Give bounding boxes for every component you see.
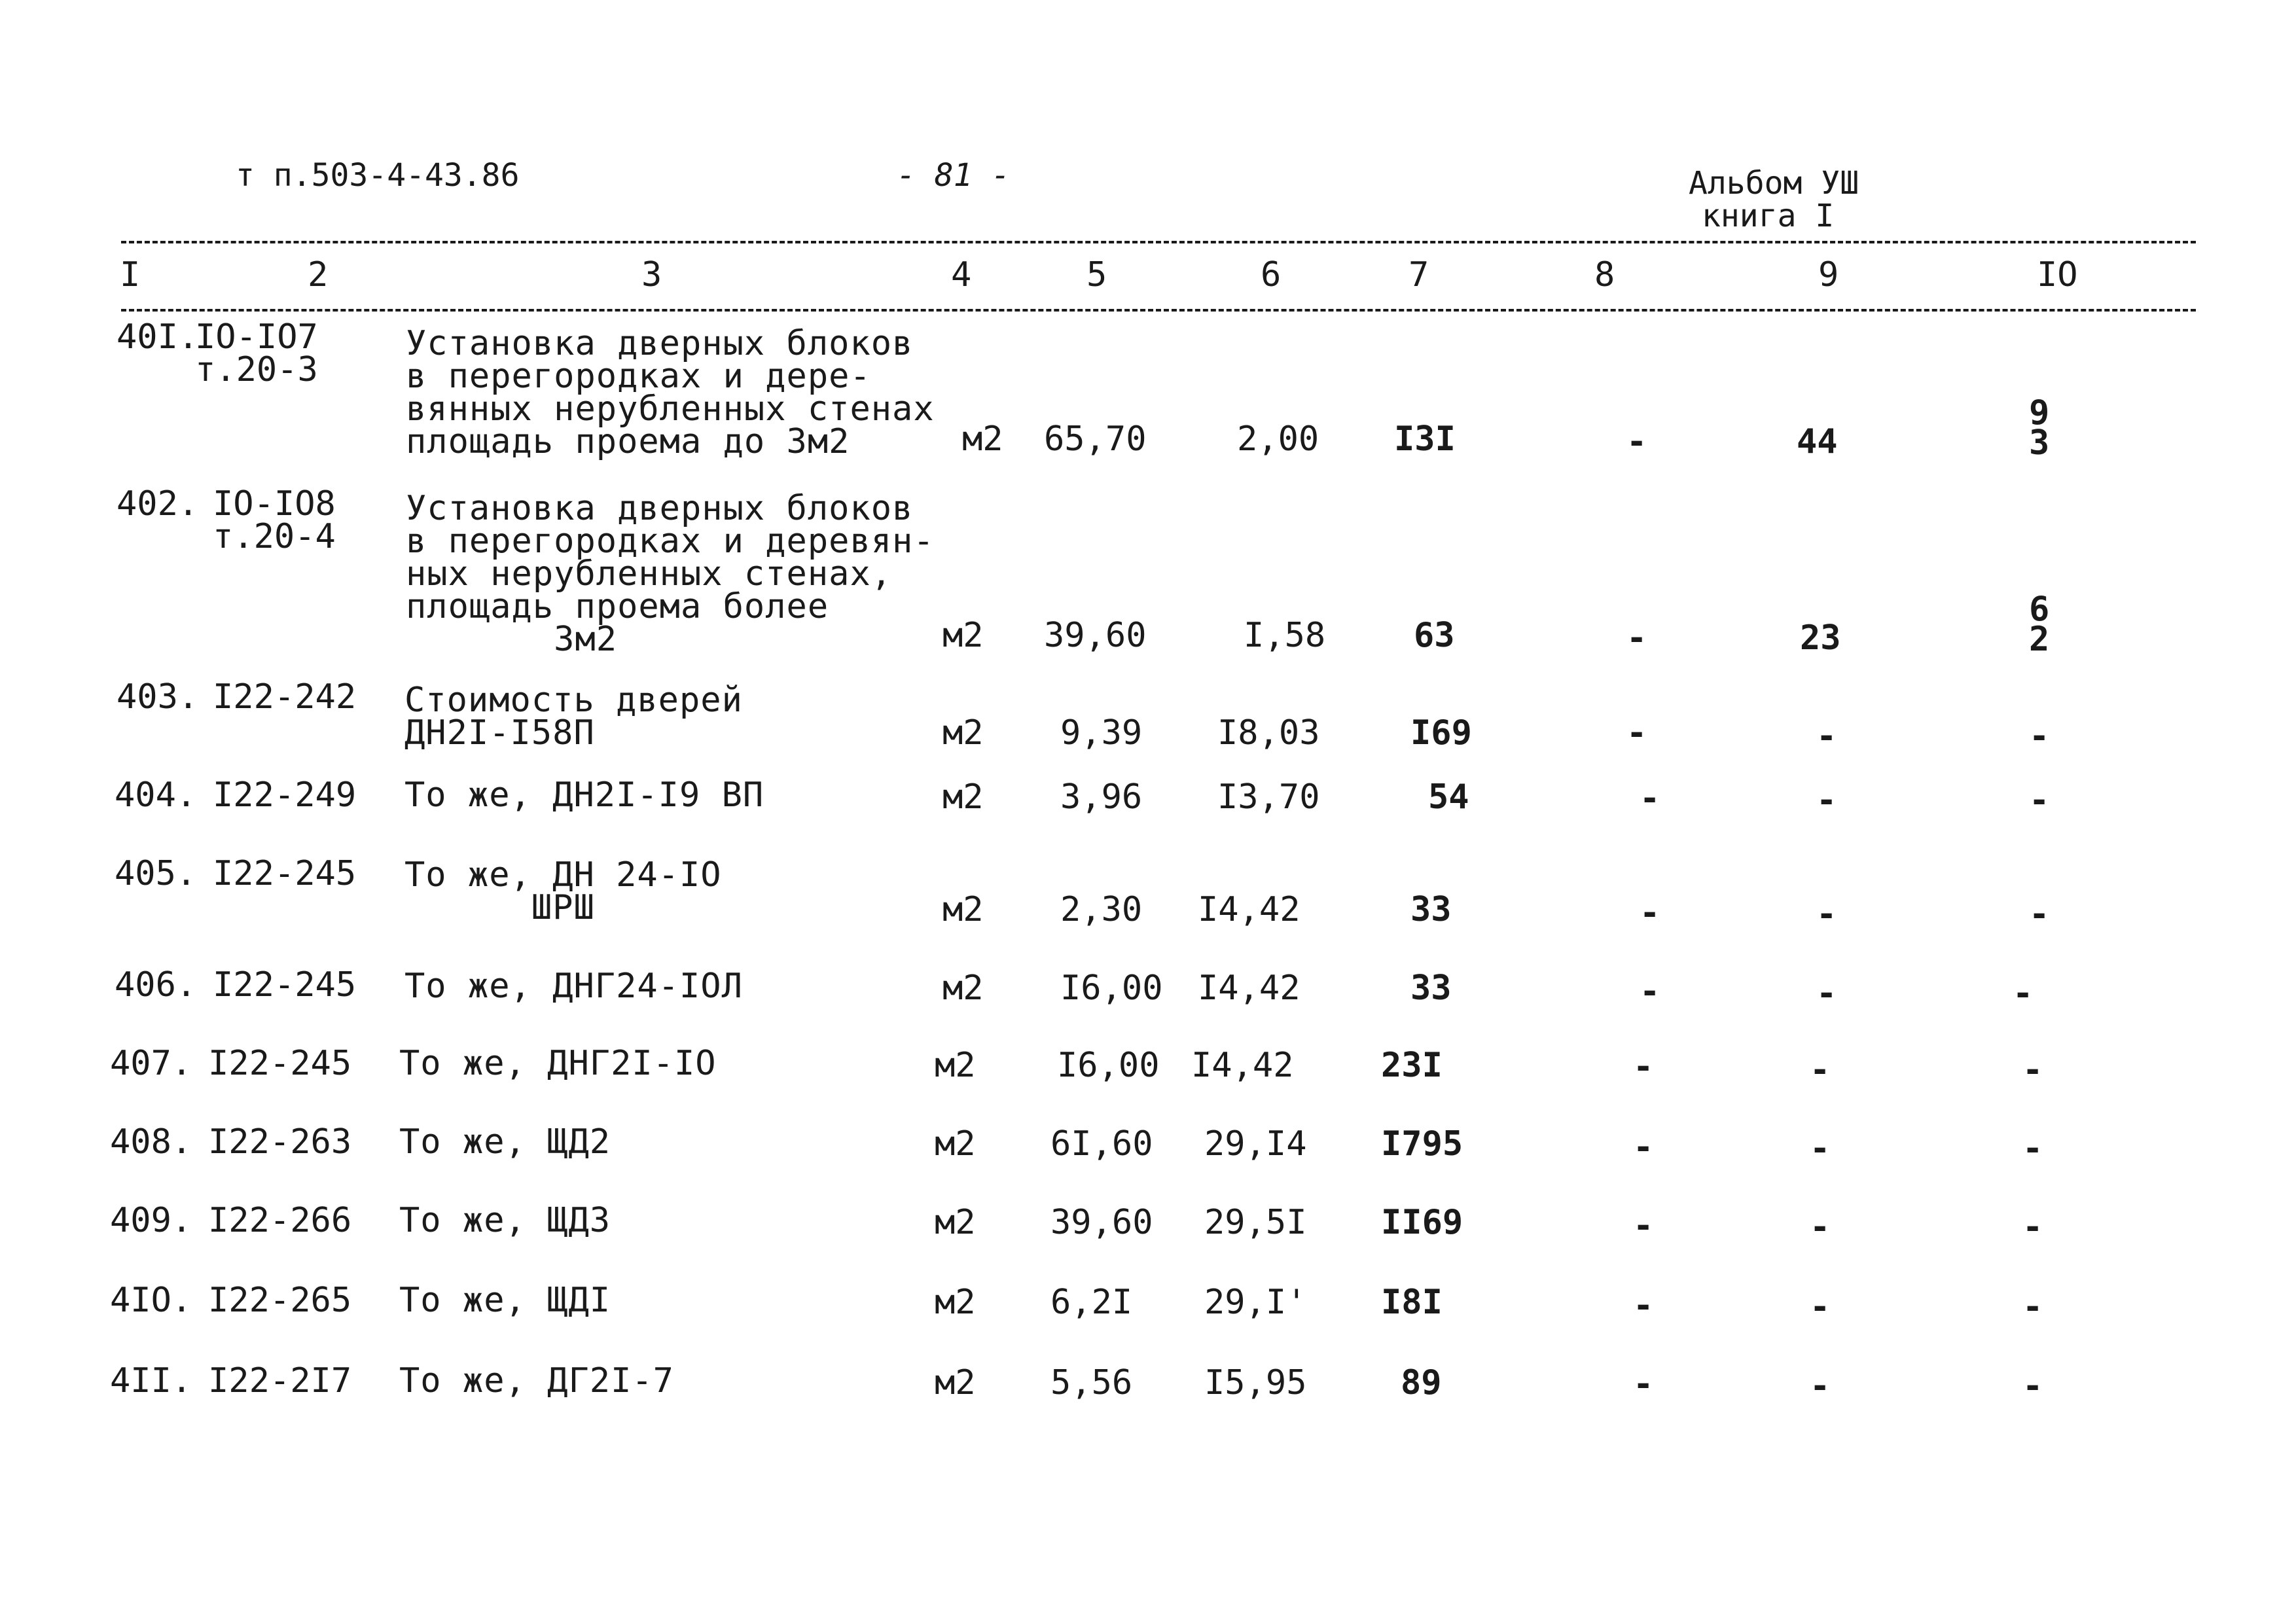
row-number: 406.: [115, 965, 197, 1005]
row-price: 2,00: [1237, 419, 1319, 459]
row-col9: -: [1810, 1050, 1831, 1090]
row-description: Установка дверных блоков в перегородках и деревян- ных нерубленных стенах, площадь проема более 3м2: [406, 489, 935, 659]
col-header-1: I: [120, 255, 141, 294]
row-price: I4,42: [1198, 969, 1300, 1008]
row-code: I22-263: [208, 1122, 352, 1162]
row-quantity: 65,70: [1044, 419, 1147, 459]
row-col9: -: [1810, 1366, 1831, 1406]
row-price: I4,42: [1198, 890, 1300, 929]
row-unit: м2: [962, 419, 1003, 459]
row-total: I69: [1410, 713, 1472, 753]
row-col8: -: [1626, 713, 1647, 753]
row-number: 403.: [117, 677, 199, 717]
row-col9: -: [1816, 895, 1837, 934]
row-number: 40I.: [117, 317, 199, 357]
row-price: 29,I': [1204, 1283, 1307, 1322]
row-number: 404.: [115, 776, 197, 815]
row-quantity: 9,39: [1060, 713, 1143, 753]
row-code: I22-249: [213, 776, 357, 815]
row-code-table: т.20-4: [213, 517, 336, 556]
row-price: I4,42: [1191, 1046, 1294, 1085]
row-col8: -: [1633, 1128, 1654, 1167]
row-code: I22-265: [208, 1281, 352, 1320]
row-unit: м2: [942, 890, 984, 929]
row-col8: -: [1640, 893, 1660, 933]
col-header-5: 5: [1086, 255, 1107, 294]
row-price: 29,I4: [1204, 1124, 1307, 1164]
row-total: I3I: [1394, 419, 1456, 459]
row-col8: -: [1626, 422, 1647, 461]
row-unit: м2: [935, 1046, 976, 1085]
row-quantity: 6I,60: [1050, 1124, 1153, 1164]
row-col10: -: [2022, 1050, 2043, 1090]
col-header-10: IO: [2037, 255, 2078, 294]
row-price: 29,5I: [1204, 1203, 1307, 1242]
row-col8: -: [1640, 972, 1660, 1011]
col-header-9: 9: [1818, 255, 1839, 294]
row-code: I22-245: [213, 965, 357, 1005]
row-code: I22-2I7: [208, 1361, 352, 1400]
row-col10: -: [2022, 1207, 2043, 1247]
row-description: То же, ДН2I-I9 ВП: [404, 776, 764, 815]
row-code: I22-242: [213, 677, 357, 717]
row-number: 405.: [115, 854, 197, 893]
row-code: I22-245: [213, 854, 357, 893]
row-quantity: 2,30: [1060, 890, 1143, 929]
row-unit: м2: [942, 616, 984, 655]
row-unit: м2: [935, 1203, 976, 1242]
row-description: То же, ДГ2I-7: [399, 1361, 674, 1400]
row-quantity: 5,56: [1050, 1363, 1133, 1402]
row-total: 33: [1410, 890, 1452, 929]
row-unit: м2: [942, 777, 984, 817]
row-description: То же, ЩД2: [399, 1122, 611, 1162]
row-number: 409.: [110, 1201, 192, 1240]
row-col10: -: [2013, 974, 2034, 1013]
doc-code: т п.503-4-43.86: [236, 157, 520, 194]
row-quantity: 3,96: [1060, 777, 1143, 817]
row-total: I8I: [1381, 1283, 1443, 1322]
col-header-4: 4: [951, 255, 972, 294]
row-description: То же, ДНГ24-IОЛ: [404, 967, 743, 1006]
row-number: 4II.: [110, 1361, 192, 1400]
row-quantity: 39,60: [1044, 616, 1147, 655]
row-col10: 6 2: [2029, 590, 2050, 659]
row-col8: -: [1633, 1047, 1654, 1086]
row-code: I22-266: [208, 1201, 352, 1240]
row-col8: -: [1633, 1364, 1654, 1404]
row-total: II69: [1381, 1203, 1463, 1242]
book-label: книга I: [1702, 198, 1835, 234]
row-description: То же, ЩДI: [399, 1281, 611, 1320]
row-description: Установка дверных блоков в перегородках и дере- вянных нерубленных стенах площадь проема до 3м2: [406, 324, 935, 461]
row-col10: -: [2029, 717, 2050, 756]
row-col8: -: [1626, 618, 1647, 658]
row-quantity: 39,60: [1050, 1203, 1153, 1242]
col-header-2: 2: [308, 255, 329, 294]
page-number: - 81 -: [897, 157, 1011, 194]
row-total: 33: [1410, 969, 1452, 1008]
col-header-6: 6: [1261, 255, 1282, 294]
row-total: I795: [1381, 1124, 1463, 1164]
row-col9: -: [1810, 1287, 1831, 1327]
row-price: I5,95: [1204, 1363, 1307, 1402]
row-number: 402.: [117, 484, 199, 524]
row-description: То же, ЩД3: [399, 1201, 611, 1240]
row-col10: 9 3: [2029, 393, 2050, 463]
row-number: 407.: [110, 1044, 192, 1083]
row-col10: -: [2022, 1366, 2043, 1406]
row-col9: -: [1816, 974, 1837, 1013]
col-header-8: 8: [1594, 255, 1615, 294]
row-code: IO-IO7: [195, 317, 318, 357]
row-code: IO-IO8: [213, 484, 336, 524]
row-col9: -: [1816, 717, 1837, 756]
row-code-table: т.20-3: [195, 350, 318, 389]
row-col8: -: [1633, 1206, 1654, 1245]
row-col8: -: [1633, 1286, 1654, 1325]
row-col8: -: [1640, 779, 1660, 818]
row-total: 23I: [1381, 1046, 1443, 1085]
row-description: Стоимость дверей ДН2I-I58П: [404, 681, 743, 753]
row-description: То же, ДН 24-IO ШРШ: [404, 855, 722, 927]
row-col10: -: [2029, 781, 2050, 820]
row-col9: -: [1816, 781, 1837, 820]
row-total: 63: [1414, 616, 1455, 655]
row-unit: м2: [935, 1124, 976, 1164]
row-code: I22-245: [208, 1044, 352, 1083]
table-top-rule: [121, 241, 2196, 243]
row-unit: м2: [935, 1363, 976, 1402]
row-price: I,58: [1244, 616, 1326, 655]
row-number: 408.: [110, 1122, 192, 1162]
row-price: I8,03: [1217, 713, 1320, 753]
col-header-7: 7: [1408, 255, 1429, 294]
row-quantity: 6,2I: [1050, 1283, 1133, 1322]
row-col9: 23: [1800, 618, 1841, 658]
row-number: 4IO.: [110, 1281, 192, 1320]
album-label: Альбом УШ: [1689, 165, 1859, 202]
row-col10: -: [2022, 1287, 2043, 1327]
row-quantity: I6,00: [1057, 1046, 1160, 1085]
col-header-3: 3: [641, 255, 662, 294]
row-unit: м2: [935, 1283, 976, 1322]
row-col10: -: [2029, 895, 2050, 934]
row-unit: м2: [942, 713, 984, 753]
row-col9: 44: [1797, 422, 1838, 461]
row-col9: -: [1810, 1207, 1831, 1247]
row-col10: -: [2022, 1129, 2043, 1168]
row-quantity: I6,00: [1060, 969, 1163, 1008]
table-header-rule: [121, 309, 2196, 312]
row-price: I3,70: [1217, 777, 1320, 817]
row-total: 89: [1401, 1363, 1442, 1402]
row-unit: м2: [942, 969, 984, 1008]
row-col9: -: [1810, 1129, 1831, 1168]
row-total: 54: [1428, 777, 1469, 817]
row-description: То же, ДНГ2I-IO: [399, 1044, 717, 1083]
